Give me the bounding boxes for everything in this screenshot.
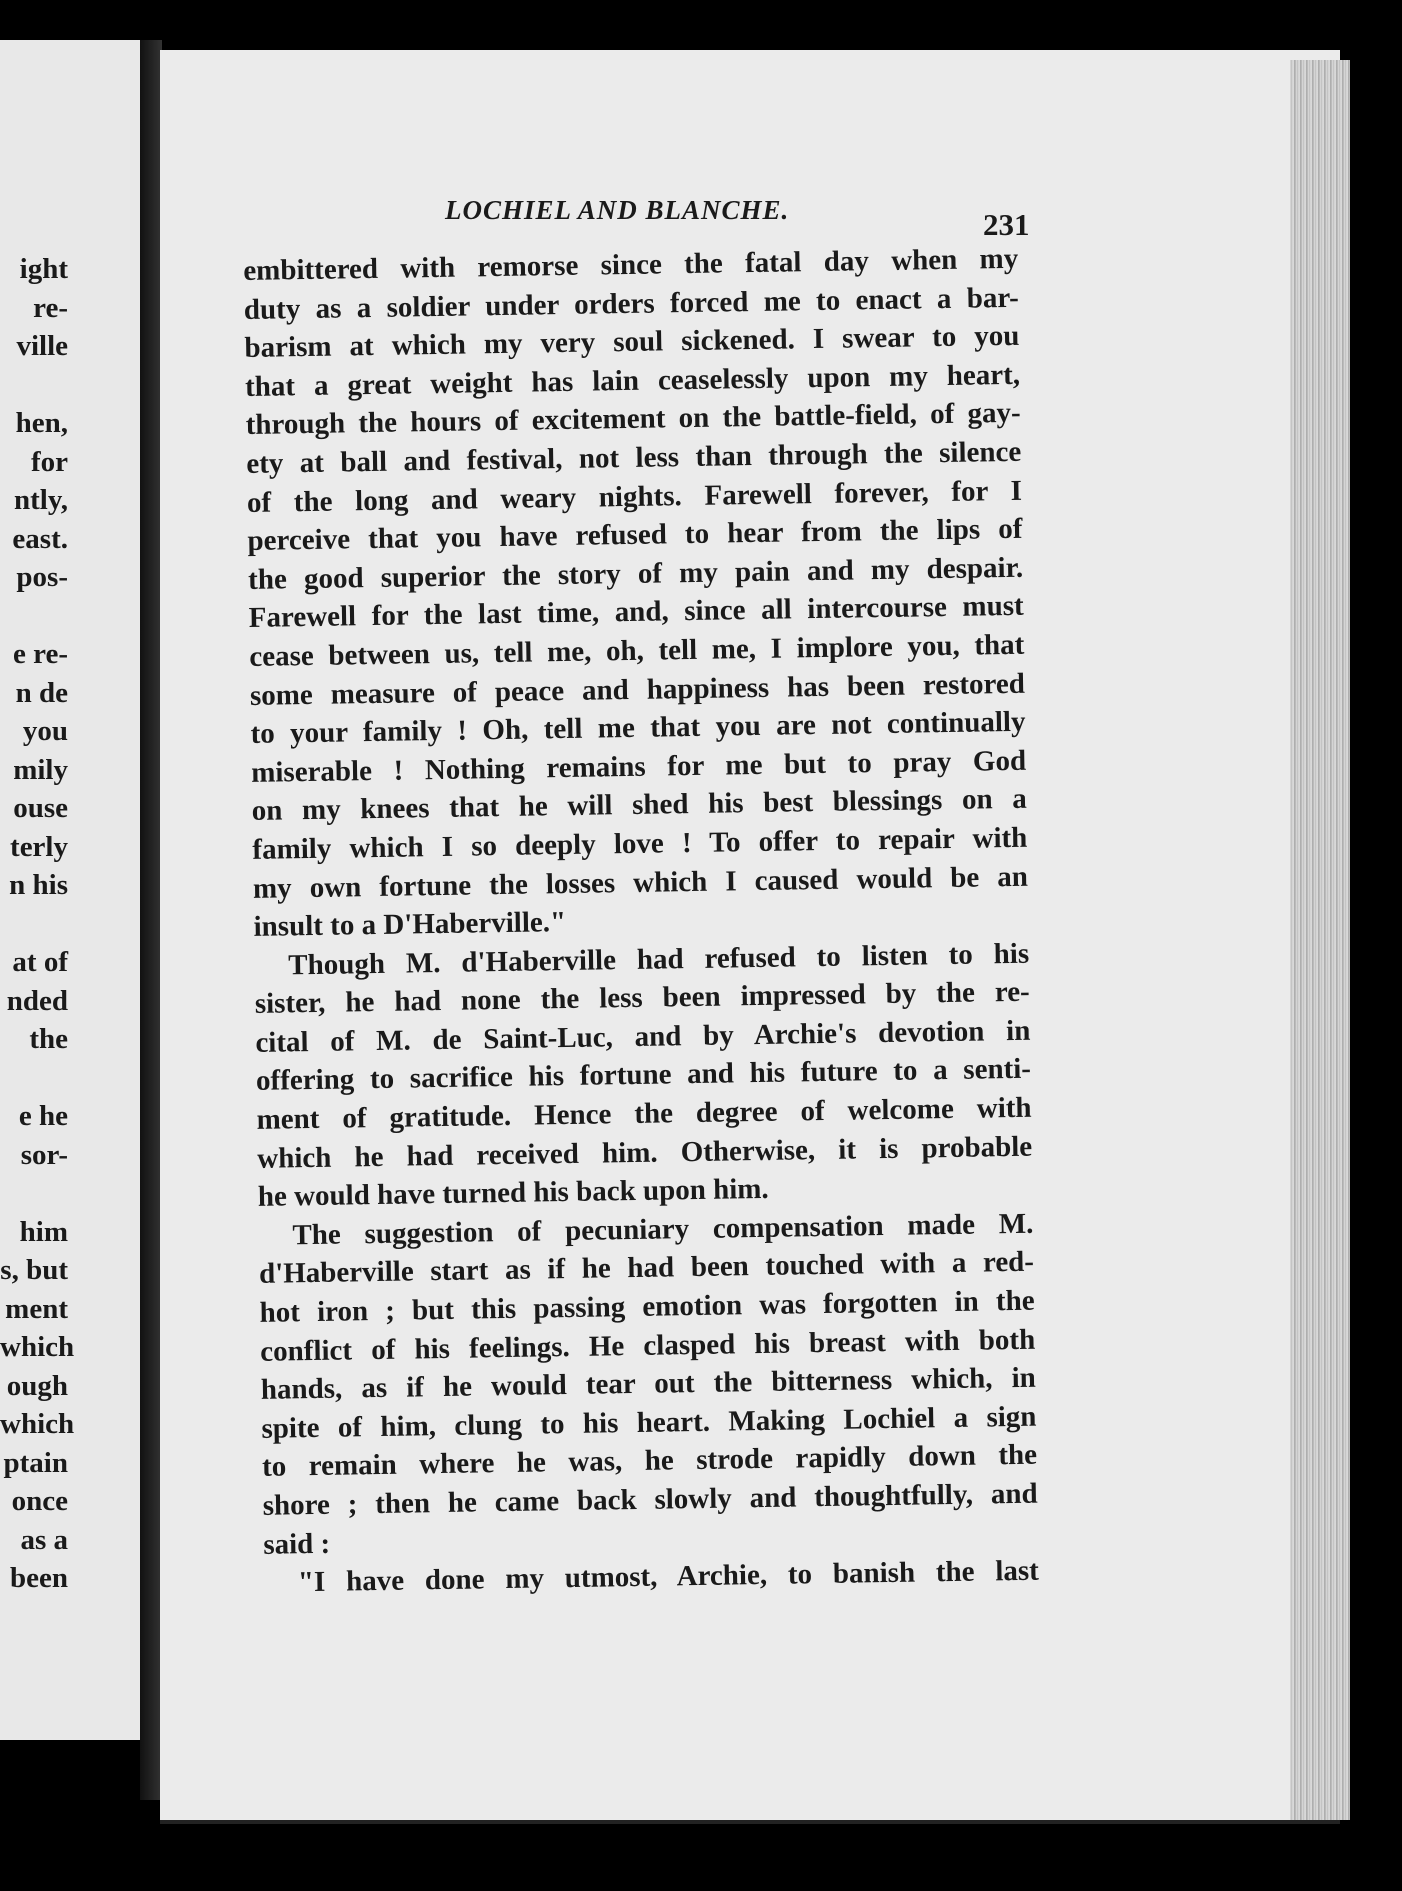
book-gutter (140, 40, 162, 1800)
left-fragment: as a (20, 1523, 68, 1556)
page-body-text (243, 240, 1039, 1603)
text-line: "I have done my utmost, Archie, to banish the last (297, 1554, 1040, 1599)
text-line: to remain where he was, he strode rapidly down the (261, 1439, 1038, 1484)
text-line: of the long and weary nights. Farewell forever, for I (246, 474, 1023, 519)
text-line: cease between us, tell me, oh, tell me, I implore you, that (249, 628, 1025, 673)
text-line: perceive that you have refused to hear from the lips of (247, 512, 1023, 558)
text-line: that a great weight has lain ceaselessly upon my heart, (244, 358, 1021, 403)
text-line: to your family ! Oh, tell me that you are not continually (250, 705, 1026, 751)
left-fragment: you (22, 715, 68, 747)
left-fragment: re- (33, 291, 68, 324)
left-fragment: n his (9, 869, 68, 901)
left-fragment: ight (19, 253, 68, 285)
left-fragment: mily (13, 753, 68, 786)
left-fragment: hen, (15, 407, 68, 439)
text-line: offering to sacrifice his fortune and his future to a senti- (255, 1053, 1032, 1098)
text-line: Farewell for the last time, and, since all intercourse must (248, 590, 1024, 635)
text-line: said : (263, 1527, 331, 1561)
left-fragment: ough (6, 1369, 68, 1402)
left-fragment: once (11, 1485, 68, 1517)
left-fragment: pos- (16, 561, 68, 593)
text-line: duty as a soldier under orders forced me to enact a bar- (243, 281, 1020, 326)
page-number: 231 (983, 207, 1030, 242)
text-line: some measure of peace and happiness has been restored (249, 667, 1026, 712)
text-line: embittered with remorse since the fatal day when my (243, 242, 1019, 287)
left-fragment: ville (16, 330, 68, 362)
left-fragment: at of (12, 946, 68, 978)
text-line: on my knees that he will shed his best blessings on a (251, 783, 1027, 828)
left-fragment: been (10, 1562, 68, 1594)
left-fragment: terly (10, 830, 68, 863)
text-line: cital of M. de Saint-Luc, and by Archie's devotion in (255, 1014, 1031, 1059)
left-fragment (0, 905, 68, 944)
text-line: shore ; then he came back slowly and thoughtfully, and (262, 1477, 1038, 1522)
text-line: ety at ball and festival, not less than through the silence (246, 435, 1022, 480)
text-line: which he had received him. Otherwise, it is probable (256, 1130, 1033, 1175)
running-header: LOCHIEL AND BLANCHE. (445, 195, 790, 225)
text-line: Though M. d'Haberville had refused to listen to his (287, 937, 1030, 982)
text-line: ment of gratitude. Hence the degree of welcome with (256, 1091, 1032, 1136)
left-fragment: s, but (0, 1254, 68, 1286)
left-fragment: ntly, (14, 484, 68, 516)
text-line: barism at which my very soul sickened. I swear to you (244, 320, 1020, 365)
left-fragment: which (0, 1408, 75, 1440)
left-fragment: e re- (13, 638, 68, 670)
page-edges (1290, 60, 1350, 1820)
left-fragment: him (19, 1215, 68, 1248)
text-line: my own fortune the losses which I caused would be an (252, 860, 1029, 905)
text-line: sister, he had none the less been impressed by the re- (254, 976, 1030, 1021)
text-line: The suggestion of pecuniary compensation made M. (292, 1207, 1034, 1252)
text-line: spite of him, clung to his heart. Making Lochiel a sign (261, 1400, 1037, 1445)
text-line: d'Haberville start as if he had been touched with a red- (258, 1246, 1035, 1291)
left-fragment: n de (15, 676, 68, 709)
left-fragment: ptain (3, 1446, 68, 1479)
left-fragment (0, 597, 68, 636)
text-line: miserable ! Nothing remains for me but to pray God (250, 744, 1027, 789)
text-line: he would have turned his back upon him. (257, 1173, 769, 1214)
text-line: hands, as if he would tear out the bitterness which, in (260, 1361, 1037, 1407)
left-fragment: which (0, 1331, 75, 1363)
left-fragment (0, 1059, 68, 1098)
left-fragment: ouse (13, 792, 68, 824)
left-fragment: nded (6, 984, 68, 1017)
left-fragment: sor- (20, 1138, 68, 1171)
left-fragment (0, 366, 68, 405)
left-fragment: the (29, 1023, 68, 1055)
left-fragment: ment (5, 1292, 68, 1325)
left-page-text-fragments (0, 250, 75, 1598)
left-page (0, 40, 140, 1740)
text-line: the good superior the story of my pain and my despair. (247, 551, 1024, 596)
text-line: conflict of his feelings. He clasped his breast with both (260, 1323, 1036, 1368)
text-line: family which I so deeply love ! To offer to repair with (252, 821, 1028, 866)
text-line: insult to a D'Haberville." (253, 906, 567, 944)
left-fragment: for (30, 445, 68, 478)
left-fragment: e he (18, 1100, 68, 1132)
text-line: through the hours of excitement on the battle-field, of gay- (245, 397, 1021, 442)
left-fragment: east. (12, 522, 68, 555)
left-fragment (0, 1174, 68, 1213)
text-line: hot iron ; but this passing emotion was forgotten in the (259, 1284, 1035, 1329)
